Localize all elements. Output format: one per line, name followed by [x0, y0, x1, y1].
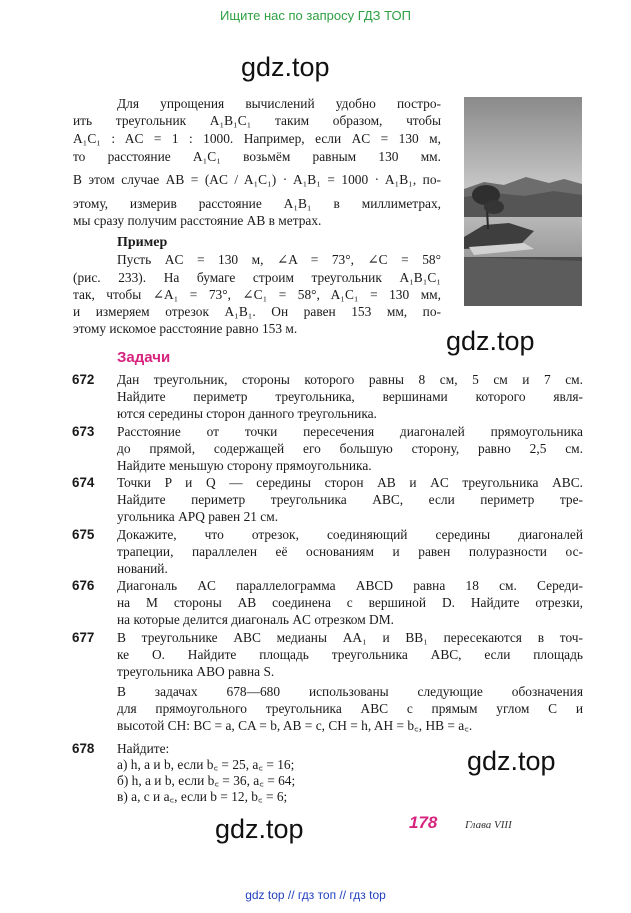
text-line: Расстояние от точки пересечения диагоналей прямоугольника	[117, 424, 583, 439]
text-line: в) a, c и a꜀, если b = 12, b꜀ = 6;	[117, 789, 288, 804]
text-line: мы сразу получим расстояние AB в метрах.	[73, 213, 322, 228]
text-line: этому искомое расстояние равно 153 м.	[73, 321, 298, 336]
watermark: gdz.top	[215, 814, 304, 844]
watermark: gdz.top	[467, 746, 556, 776]
text-line: на которые делится диагональ AC отрезком DM.	[117, 612, 394, 627]
text-line: и измеряем отрезок A₁B₁. Он равен 153 мм, по-	[73, 304, 441, 319]
landscape-photo	[464, 97, 582, 306]
example-heading: Пример	[117, 235, 168, 250]
section-title: Задачи	[117, 349, 171, 366]
text-line: Пусть AC = 130 м, ∠A = 73°, ∠C = 58°	[117, 252, 441, 267]
problem-number: 678	[72, 741, 95, 756]
text-line: высотой CH: BC = a, CA = b, AB = c, CH = h, AH = b꜀, HB = a꜀.	[117, 718, 473, 733]
text-line: этому, измерив расстояние A₁B₁ в миллиметрах,	[73, 196, 441, 211]
text-line: Докажите, что отрезок, соединяющий середины диагоналей	[117, 527, 583, 542]
text-line: Дан треугольник, стороны которого равны 8 см, 5 см и 7 см.	[117, 372, 583, 387]
text-line: треугольника ABO равна S.	[117, 664, 275, 679]
text-line: Найдите периметр треугольника ABC, если периметр тре-	[117, 492, 583, 507]
problem-number: 674	[72, 475, 95, 490]
text-line: нований.	[117, 561, 168, 576]
watermark: gdz.top	[241, 52, 330, 82]
text-line: то расстояние A₁C₁ возьмём равным 130 мм.	[73, 149, 441, 164]
text-line: A₁C₁ : AC = 1 : 1000. Например, если AC = 130 м,	[73, 131, 441, 146]
text-line: ить треугольник A₁B₁C₁ таким образом, чтобы	[73, 113, 441, 128]
watermark: gdz.top	[446, 326, 535, 356]
text-line: Найдите периметр треугольника, вершинами которого явля-	[117, 389, 583, 404]
text-line: б) h, a и b, если b꜀ = 36, a꜀ = 64;	[117, 773, 296, 788]
text-line: Точки P и Q — середины сторон AB и AC треугольника ABC.	[117, 475, 583, 490]
problem-number: 675	[72, 527, 95, 542]
problem-number: 673	[72, 424, 95, 439]
page-number: 178	[409, 813, 438, 832]
text-line: а) h, a и b, если b꜀ = 25, a꜀ = 16;	[117, 757, 295, 772]
text-line: В задачах 678—680 использованы следующие обозначения	[117, 684, 583, 699]
chapter-label: Глава VIII	[465, 819, 512, 831]
problem-number: 672	[72, 372, 95, 387]
promo-banner[interactable]: Ищите нас по запросу ГДЗ ТОП	[220, 8, 411, 23]
text-line: В треугольнике ABC медианы AA₁ и BB₁ пересекаются в точ-	[117, 630, 583, 645]
text-line: так, чтобы ∠A₁ = 73°, ∠C₁ = 58°, A₁C₁ = 130 мм,	[73, 287, 441, 302]
text-line: Найдите:	[117, 741, 170, 756]
text-line: трапеции, параллелен её основаниям и равен полуразности ос-	[117, 544, 583, 559]
text-line: (рис. 233). На бумаге строим треугольник A₁B₁C₁	[73, 270, 441, 285]
text-line: угольника APQ равен 21 см.	[117, 509, 279, 524]
text-line: на M стороны AB соединена с вершиной D. Найдите отрезки,	[117, 595, 583, 610]
problem-number: 676	[72, 578, 95, 593]
text-line: для прямоугольного треугольника ABC с прямым углом C и	[117, 701, 583, 716]
text-line: Найдите меньшую сторону прямоугольника.	[117, 458, 372, 473]
text-line: Диагональ AC параллелограмма ABCD равна 18 см. Середи-	[117, 578, 583, 593]
text-line: Для упрощения вычислений удобно постро-	[117, 96, 441, 111]
text-line: до прямой, содержащей его большую сторону, равно 2,5 см.	[117, 441, 583, 456]
problem-number: 677	[72, 630, 95, 645]
text-line: ке O. Найдите площадь треугольника ABC, если площадь	[117, 647, 583, 662]
text-line: В этом случае AB = (AC / A₁C₁) · A₁B₁ = 1000 · A₁B₁, по-	[73, 172, 441, 187]
footer-links[interactable]: gdz top // гдз топ // гдз top	[245, 888, 386, 902]
text-line: ются середины сторон данного треугольника.	[117, 406, 377, 421]
